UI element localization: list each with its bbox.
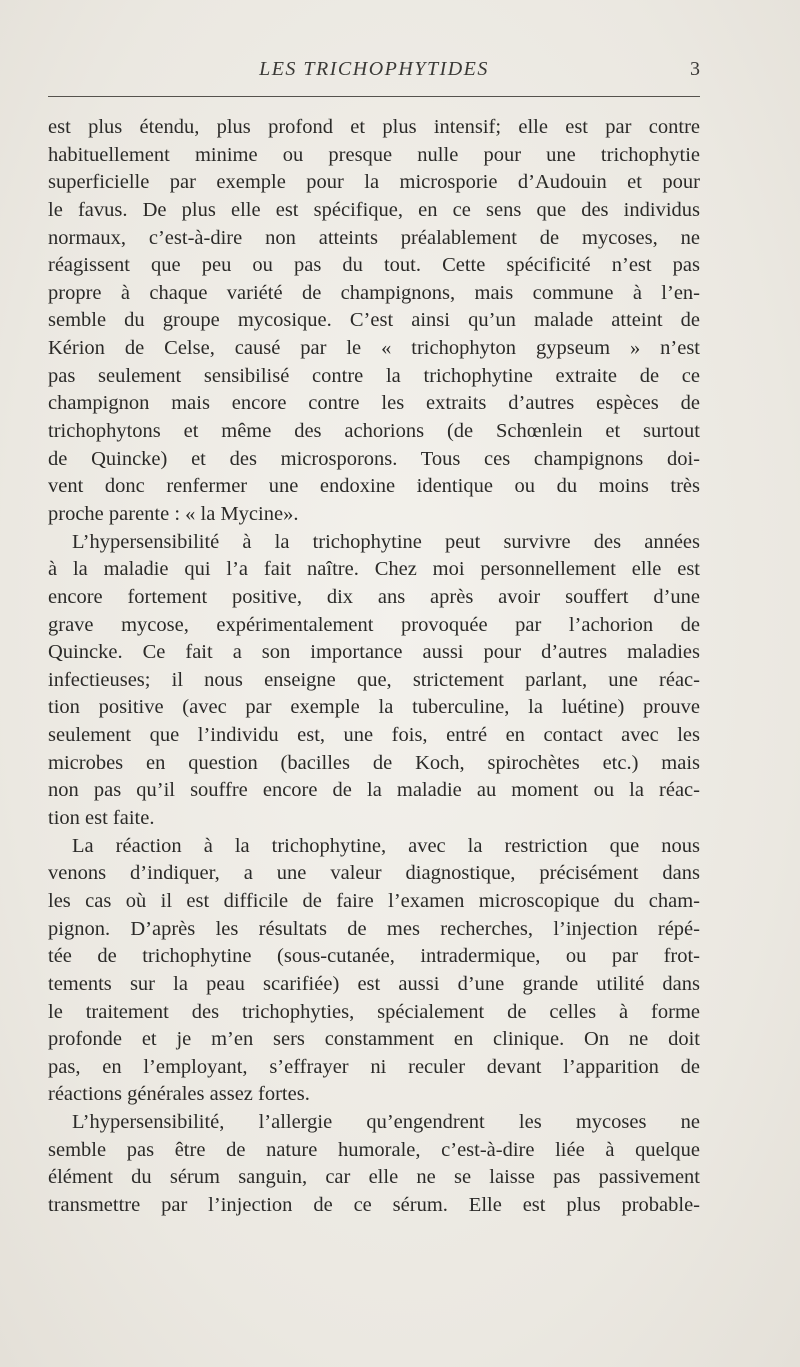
paragraph-end-line: réactions générales assez fortes. [48,1083,310,1106]
text-line: les cas où il est difficile de faire l’examen microscopique du cham- [48,889,700,912]
text-line: transmettre par l’injection de ce sérum. Elle est plus probable- [48,1193,700,1216]
page-number: 3 [690,58,700,80]
text-line: tion positive (avec par exemple la tuberculine, la luétine) prouve [48,696,700,719]
paragraph-end-line: tion est faite. [48,807,155,830]
text-line: vent donc renfermer une endoxine identique ou du moins très [48,475,700,498]
text-line: réagissent que peu ou pas du tout. Cette spécificité n’est pas [48,254,700,277]
text-line: trichophytons et même des achorions (de Schœnlein et surtout [48,420,700,443]
text-line: venons d’indiquer, a une valeur diagnostique, précisément dans [48,862,700,885]
text-line: propre à chaque variété de champignons, mais commune à l’en- [48,281,700,304]
text-line: encore fortement positive, dix ans après avoir souffert d’une [48,585,700,608]
text-line: microbes en question (bacilles de Koch, spirochètes etc.) mais [48,751,700,774]
text-line: grave mycose, expérimentalement provoquée par l’achorion de [48,613,700,636]
text-line: tements sur la peau scarifiée) est aussi d’une grande utilité dans [48,972,700,995]
text-line: pas, en l’employant, s’effrayer ni reculer devant l’apparition de [48,1055,700,1078]
text-line: semble pas être de nature humorale, c’est-à-dire liée à quelque [48,1138,700,1161]
body-text [48,114,700,1220]
text-line: semble du groupe mycosique. C’est ainsi qu’un malade atteint de [48,309,700,332]
text-line: Quincke. Ce fait a son importance aussi pour d’autres maladies [48,641,700,664]
text-line: infectieuses; il nous enseigne que, strictement parlant, une réac- [48,668,700,691]
text-line: à la maladie qui l’a fait naître. Chez moi personnellement elle est [48,558,700,581]
text-line: est plus étendu, plus profond et plus intensif; elle est par contre [48,116,700,138]
text-line: champignon mais encore contre les extraits d’autres espèces de [48,392,700,415]
paragraph-end-line: proche parente : « la Mycine». [48,502,299,525]
text-line: seulement que l’individu est, une fois, entré en contact avec les [48,724,700,747]
text-line: profonde et je m’en sers constamment en clinique. On ne doit [48,1028,700,1051]
text-line: le favus. De plus elle est spécifique, en ce sens que des individus [48,198,700,221]
paragraph-start-line: La réaction à la trichophytine, avec la restriction que nous [72,834,700,857]
text-line: superficielle par exemple pour la microsporie d’Audouin et pour [48,171,700,194]
text-line: non pas qu’il souffre encore de la maladie au moment ou la réac- [48,779,700,802]
text-line: pas seulement sensibilisé contre la trichophytine extraite de ce [48,364,700,387]
paragraph-start-line: L’hypersensibilité, l’allergie qu’engendrent les mycoses ne [72,1111,700,1134]
running-head [48,58,700,88]
text-line: le traitement des trichophyties, spécialement de celles à forme [48,1000,700,1023]
text-line: pignon. D’après les résultats de mes recherches, l’injection répé- [48,917,700,940]
text-line: Kérion de Celse, causé par le « trichophyton gypseum » n’est [48,337,700,360]
header-rule [48,96,700,97]
paragraph-start-line: L’hypersensibilité à la trichophytine peut survivre des années [72,530,700,553]
text-line: normaux, c’est-à-dire non atteints préalablement de mycoses, ne [48,226,700,249]
text-line: tée de trichophytine (sous-cutanée, intradermique, ou par frot- [48,945,700,968]
running-title: LES TRICHOPHYTIDES [259,58,489,80]
text-line: habituellement minime ou presque nulle pour une trichophytie [48,143,700,166]
text-line: élément du sérum sanguin, car elle ne se laisse pas passivement [48,1166,700,1189]
text-line: de Quincke) et des microsporons. Tous ces champignons doi- [48,447,700,470]
